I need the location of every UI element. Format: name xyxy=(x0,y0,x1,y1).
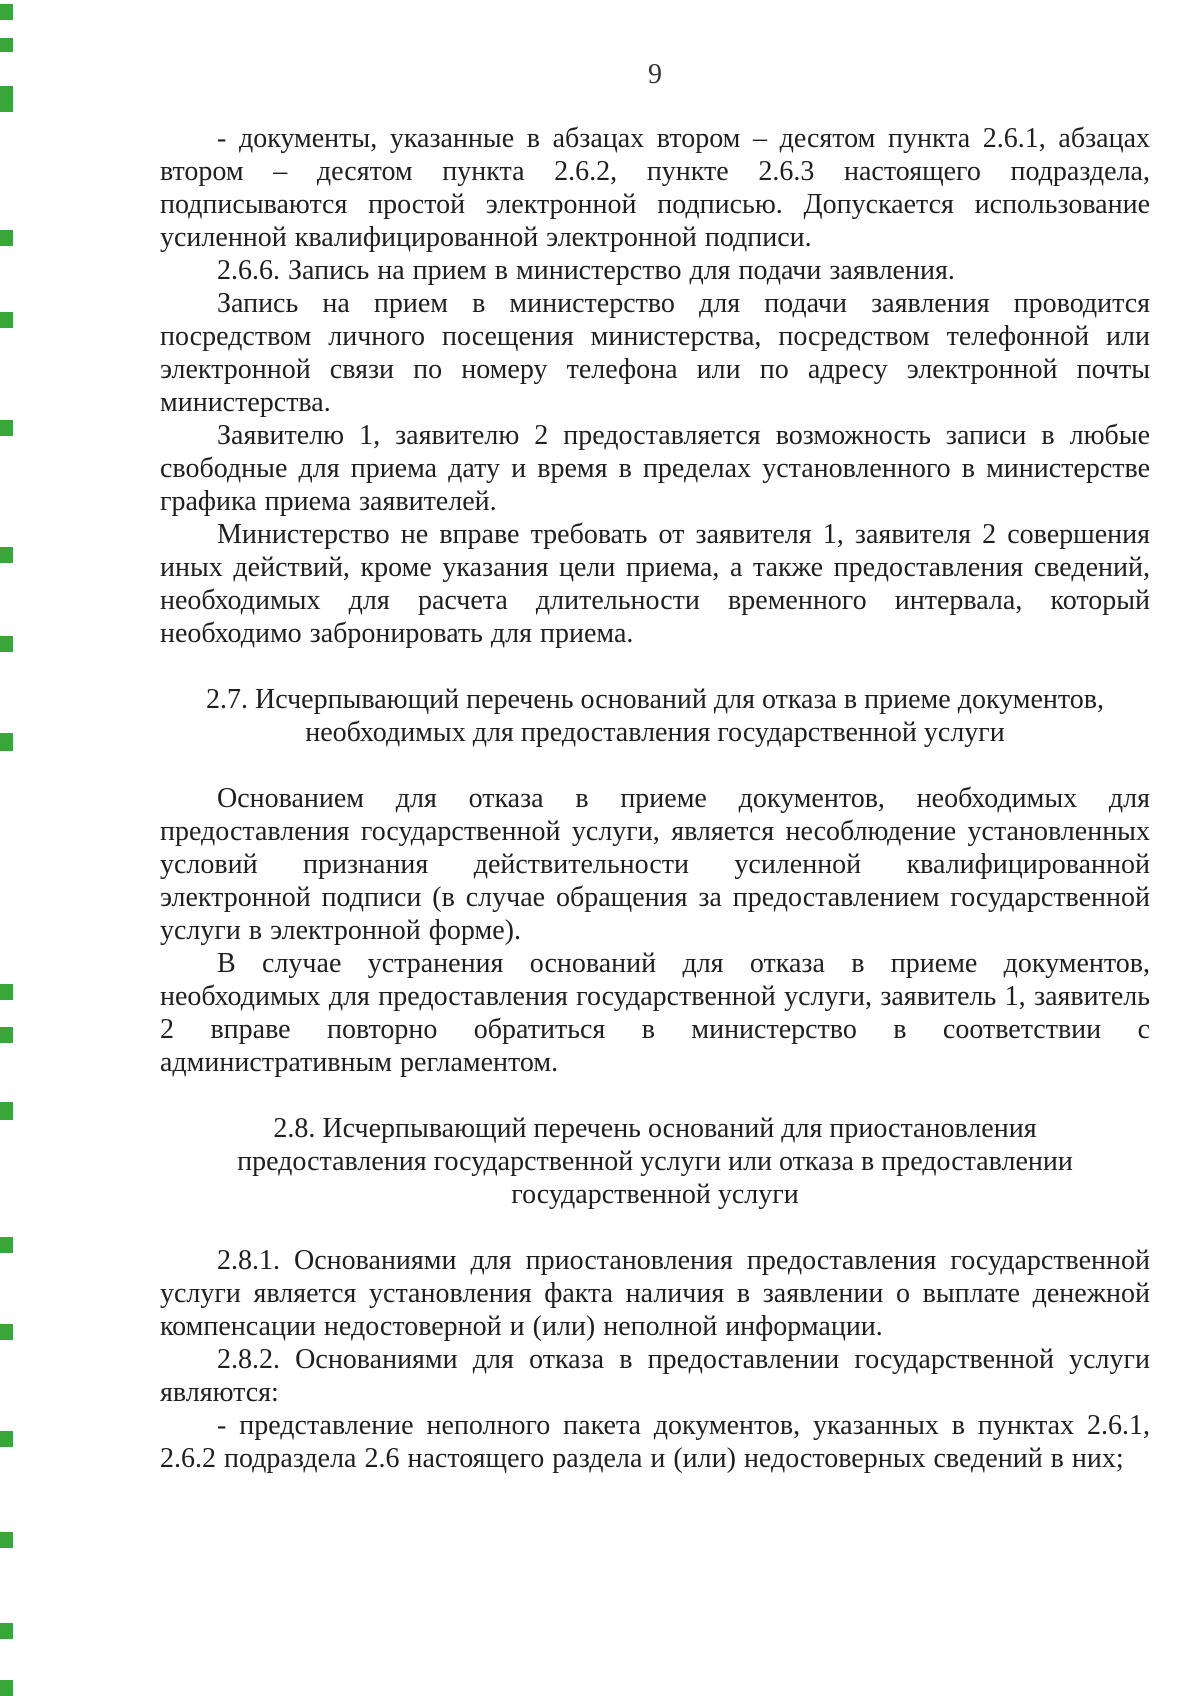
scan-artifact xyxy=(0,1027,13,1043)
scan-artifact xyxy=(0,312,13,328)
paragraph-signing-documents: - документы, указанные в абзацах втором – десятом пункта 2.6.1, абзацах втором – десятом пункта 2.6.2, пункте 2.6.3 настоящего подраздела, подписываются простой электронной подписью. Допускается использование усиленной квалифицированной электронной подписи. xyxy=(160,123,1150,253)
paragraph-incomplete-package: - представление неполного пакета документов, указанных в пунктах 2.6.1, 2.6.2 подраздела 2.6 настоящего раздела и (или) недостоверных сведений в них; xyxy=(160,1410,1150,1474)
section-heading-2-7: 2.7. Исчерпывающий перечень оснований для отказа в приеме документов, необходимых для предоставления государственной услуги xyxy=(206,684,1104,748)
scan-artifact xyxy=(0,547,13,563)
section-heading-2-8: 2.8. Исчерпывающий перечень оснований для приостановления предоставления государственной услуги или отказа в предоставлении государственной услуги xyxy=(237,1113,1073,1210)
paragraph-applicant-booking: Заявителю 1, заявителю 2 предоставляется возможность записи в любые свободные для приема дату и время в пределах установленного в министерстве графика приема заявителей. xyxy=(160,420,1150,517)
scan-artifact xyxy=(0,4,13,20)
scan-artifact xyxy=(0,86,13,112)
paragraph-reapply: В случае устранения оснований для отказа в приеме документов, необходимых для предоставления государственной услуги, заявитель 1, заявитель 2 вправе повторно обратиться в министерство в соответствии с административным регламентом. xyxy=(160,948,1150,1078)
scan-artifact xyxy=(0,230,13,246)
document-body xyxy=(160,122,1150,1475)
paragraph-appointment-booking: Запись на прием в министерство для подачи заявления проводится посредством личного посещения министерства, посредством телефонной или электронной связи по номеру телефона или по адресу электронной почты министерства. xyxy=(160,288,1150,418)
paragraph-clause-2-8-1: 2.8.1. Основаниями для приостановления предоставления государственной услуги является установления факта наличия в заявлении о выплате денежной компенсации недостоверной и (или) неполной информации. xyxy=(160,1245,1150,1342)
paragraph-ministry-restrictions: Министерство не вправе требовать от заявителя 1, заявителя 2 совершения иных действий, кроме указания цели приема, а также предоставления сведений, необходимых для расчета длительности временного интервала, который необходимо забронировать для приема. xyxy=(160,519,1150,649)
scan-artifact xyxy=(0,1623,13,1639)
page-number: 9 xyxy=(648,59,662,90)
scan-artifact xyxy=(0,1680,13,1696)
scan-artifact xyxy=(0,420,13,436)
scan-artifact xyxy=(0,1431,13,1447)
paragraph-clause-2-6-6: 2.6.6. Запись на прием в министерство для подачи заявления. xyxy=(217,255,955,286)
scan-artifact xyxy=(0,38,13,52)
scan-artifact xyxy=(0,1102,13,1120)
paragraph-refusal-grounds: Основанием для отказа в приеме документов, необходимых для предоставления государственной услуги, является несоблюдение установленных условий признания действительности усиленной квалифицированной электронной подписи (в случае обращения за предоставлением государственной услуги в электронной форме). xyxy=(160,783,1150,946)
scan-artifact xyxy=(0,636,13,652)
scan-artifact xyxy=(0,1324,13,1340)
scan-artifact xyxy=(0,1532,13,1548)
scan-artifact xyxy=(0,733,13,751)
scan-artifact xyxy=(0,984,13,1000)
paragraph-clause-2-8-2: 2.8.2. Основаниями для отказа в предоставлении государственной услуги являются: xyxy=(160,1344,1150,1408)
scan-artifact xyxy=(0,1237,13,1253)
